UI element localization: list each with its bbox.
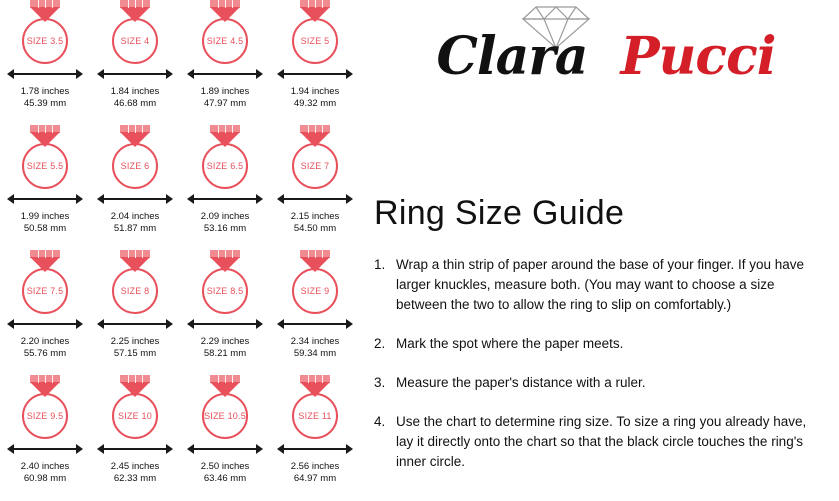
ring-inches: 2.40 inches xyxy=(20,461,70,472)
ring-mm: 64.97 mm xyxy=(293,473,337,484)
ring-inches: 2.50 inches xyxy=(200,461,250,472)
ring-size-cell xyxy=(180,250,270,375)
diameter-arrow-icon xyxy=(7,193,83,205)
page-title: Ring Size Guide xyxy=(374,194,625,232)
ring-illustration xyxy=(180,250,270,312)
ring-size-cell xyxy=(0,375,90,500)
ring-size-cell xyxy=(270,0,360,125)
ring-mm: 47.97 mm xyxy=(203,98,247,109)
ring-mm: 46.68 mm xyxy=(113,98,157,109)
ring-size-label: SIZE 7 xyxy=(300,161,330,171)
diameter-arrow-icon xyxy=(97,68,173,80)
ring-size-cell xyxy=(0,0,90,125)
ring-size-label: SIZE 8 xyxy=(120,286,150,296)
step-number: 2. xyxy=(374,336,386,351)
ring-measurement xyxy=(0,211,90,235)
ring-band xyxy=(202,393,248,439)
ring-inches: 2.09 inches xyxy=(200,211,250,222)
brand-name-second: Pucci xyxy=(620,26,776,87)
ring-mm: 59.34 mm xyxy=(293,348,337,359)
ring-chart-row xyxy=(0,0,362,125)
ring-inches: 2.29 inches xyxy=(200,336,250,347)
ring-size-label: SIZE 5 xyxy=(300,36,330,46)
step-number: 3. xyxy=(374,375,386,390)
diameter-arrow-icon xyxy=(7,68,83,80)
ring-illustration xyxy=(270,0,360,62)
ring-inches: 2.04 inches xyxy=(110,211,160,222)
diameter-arrow-icon xyxy=(277,318,353,330)
ring-inches: 2.15 inches xyxy=(290,211,340,222)
ring-size-label: SIZE 7.5 xyxy=(26,286,64,296)
ring-mm: 49.32 mm xyxy=(293,98,337,109)
ring-band xyxy=(22,18,68,64)
ring-illustration xyxy=(270,375,360,437)
diameter-arrow-icon xyxy=(97,318,173,330)
ring-size-label: SIZE 6 xyxy=(120,161,150,171)
ring-band xyxy=(112,18,158,64)
ring-size-label: SIZE 10 xyxy=(118,411,152,421)
ring-size-label: SIZE 4 xyxy=(120,36,150,46)
ring-band xyxy=(22,143,68,189)
ring-mm: 53.16 mm xyxy=(203,223,247,234)
ring-illustration xyxy=(180,375,270,437)
diameter-arrow-icon xyxy=(187,68,263,80)
diameter-arrow-icon xyxy=(187,193,263,205)
ring-band xyxy=(292,393,338,439)
ring-chart-row xyxy=(0,250,362,375)
ring-illustration xyxy=(0,250,90,312)
diameter-arrow-icon xyxy=(187,443,263,455)
ring-inches: 2.25 inches xyxy=(110,336,160,347)
ring-inches: 2.20 inches xyxy=(20,336,70,347)
ring-mm: 51.87 mm xyxy=(113,223,157,234)
ring-inches: 1.84 inches xyxy=(110,86,160,97)
ring-band xyxy=(292,18,338,64)
step-number: 4. xyxy=(374,414,386,429)
ring-band xyxy=(202,268,248,314)
step-text: Measure the paper's distance with a ruler. xyxy=(396,375,646,390)
ring-mm: 54.50 mm xyxy=(293,223,337,234)
ring-measurement xyxy=(180,461,270,485)
ring-size-label: SIZE 10.5 xyxy=(204,411,246,421)
ring-size-cell xyxy=(270,250,360,375)
ring-measurement xyxy=(270,336,360,360)
ring-illustration xyxy=(180,0,270,62)
step-text: Mark the spot where the paper meets. xyxy=(396,336,624,351)
ring-size-label: SIZE 4.5 xyxy=(206,36,244,46)
ring-size-cell xyxy=(270,125,360,250)
ring-chart-row xyxy=(0,125,362,250)
ring-band xyxy=(112,268,158,314)
ring-inches: 2.34 inches xyxy=(290,336,340,347)
ring-size-label: SIZE 8.5 xyxy=(206,286,244,296)
ring-size-cell xyxy=(90,0,180,125)
ring-band xyxy=(22,393,68,439)
ring-inches: 1.78 inches xyxy=(20,86,70,97)
ring-mm: 62.33 mm xyxy=(113,473,157,484)
ring-size-label: SIZE 3.5 xyxy=(26,36,64,46)
diameter-arrow-icon xyxy=(97,443,173,455)
ring-illustration xyxy=(90,0,180,62)
ring-measurement xyxy=(90,211,180,235)
instruction-step xyxy=(374,373,821,393)
diameter-arrow-icon xyxy=(277,193,353,205)
step-text: Use the chart to determine ring size. To size a ring you already have, lay it directly onto the chart so that the black circle touches the ring's inner circle. xyxy=(396,414,807,469)
ring-illustration xyxy=(180,125,270,187)
ring-measurement xyxy=(270,461,360,485)
ring-mm: 58.21 mm xyxy=(203,348,247,359)
ring-size-label: SIZE 11 xyxy=(298,411,332,421)
ring-size-cell xyxy=(270,375,360,500)
ring-size-cell xyxy=(0,250,90,375)
ring-size-label: SIZE 5.5 xyxy=(26,161,64,171)
ring-size-label: SIZE 9 xyxy=(300,286,330,296)
instructions-list xyxy=(374,255,821,472)
ring-measurement xyxy=(90,336,180,360)
ring-measurement xyxy=(270,86,360,110)
ring-illustration xyxy=(90,375,180,437)
ring-band xyxy=(202,18,248,64)
ring-band xyxy=(292,268,338,314)
ring-measurement xyxy=(180,86,270,110)
ring-band xyxy=(292,143,338,189)
brand-wordmark xyxy=(376,28,836,86)
ring-size-chart xyxy=(0,0,362,501)
ring-size-label: SIZE 6.5 xyxy=(206,161,244,171)
ring-mm: 55.76 mm xyxy=(23,348,67,359)
instruction-step xyxy=(374,334,821,354)
ring-band xyxy=(202,143,248,189)
ring-mm: 50.58 mm xyxy=(23,223,67,234)
ring-size-cell xyxy=(180,375,270,500)
ring-inches: 1.89 inches xyxy=(200,86,250,97)
ring-illustration xyxy=(0,125,90,187)
ring-mm: 60.98 mm xyxy=(23,473,67,484)
diameter-arrow-icon xyxy=(277,68,353,80)
diameter-arrow-icon xyxy=(7,443,83,455)
brand-logo xyxy=(374,0,839,112)
ring-inches: 1.99 inches xyxy=(20,211,70,222)
ring-illustration xyxy=(270,250,360,312)
ring-inches: 2.56 inches xyxy=(290,461,340,472)
step-text: Wrap a thin strip of paper around the base of your finger. If you have larger knuckles, measure both. (You may want to choose a size between the two to allow the ring to slip on comfortably.) xyxy=(396,257,804,312)
instruction-step xyxy=(374,412,821,472)
ring-size-cell xyxy=(90,125,180,250)
ring-size-cell xyxy=(180,0,270,125)
ring-measurement xyxy=(90,461,180,485)
ring-illustration xyxy=(90,125,180,187)
ring-measurement xyxy=(90,86,180,110)
brand-name-first: Clara xyxy=(436,26,588,87)
ring-illustration xyxy=(270,125,360,187)
ring-band xyxy=(112,393,158,439)
ring-band xyxy=(112,143,158,189)
ring-size-cell xyxy=(90,250,180,375)
diameter-arrow-icon xyxy=(187,318,263,330)
ring-size-cell xyxy=(0,125,90,250)
ring-measurement xyxy=(0,86,90,110)
diameter-arrow-icon xyxy=(7,318,83,330)
ring-band xyxy=(22,268,68,314)
diameter-arrow-icon xyxy=(97,193,173,205)
ring-illustration xyxy=(90,250,180,312)
ring-measurement xyxy=(0,336,90,360)
ring-measurement xyxy=(0,461,90,485)
ring-mm: 57.15 mm xyxy=(113,348,157,359)
instruction-step xyxy=(374,255,821,315)
ring-illustration xyxy=(0,0,90,62)
diameter-arrow-icon xyxy=(277,443,353,455)
guide-panel xyxy=(374,0,839,501)
ring-illustration xyxy=(0,375,90,437)
ring-chart-row xyxy=(0,375,362,500)
step-number: 1. xyxy=(374,257,386,272)
ring-size-cell xyxy=(90,375,180,500)
ring-mm: 63.46 mm xyxy=(203,473,247,484)
ring-size-label: SIZE 9.5 xyxy=(26,411,64,421)
ring-size-cell xyxy=(180,125,270,250)
ring-mm: 45.39 mm xyxy=(23,98,67,109)
ring-measurement xyxy=(180,211,270,235)
ring-measurement xyxy=(270,211,360,235)
ring-measurement xyxy=(180,336,270,360)
ring-inches: 1.94 inches xyxy=(290,86,340,97)
ring-inches: 2.45 inches xyxy=(110,461,160,472)
